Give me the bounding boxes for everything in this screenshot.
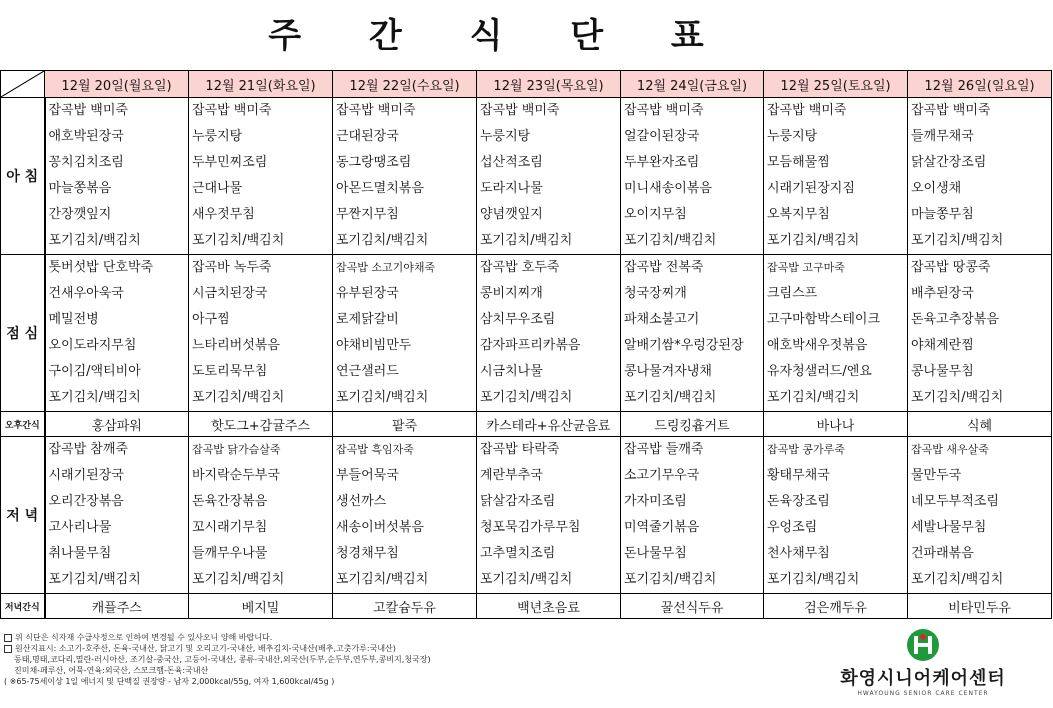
dinner-cell [333, 437, 477, 594]
lunch-cell [45, 255, 189, 412]
menu-item: 아몬드멸치볶음 [336, 181, 424, 196]
menu-item: 배추된장국 [911, 286, 974, 301]
afternoon-snack-cell: 식혜 [908, 412, 1052, 437]
lunch-cell [764, 255, 908, 412]
menu-item: 근대나물 [192, 181, 243, 196]
square-bullet-icon [4, 634, 12, 642]
lunch-cell [621, 255, 764, 412]
day-header: 12월 25일(토요일) [764, 71, 908, 98]
menu-item: 부들어묵국 [336, 468, 399, 483]
menu-item: 오리간장볶음 [48, 494, 124, 509]
menu-item: 로제닭갈비 [336, 312, 399, 327]
menu-item: 얼갈이된장국 [624, 129, 700, 144]
menu-item: 마늘쫑무침 [911, 207, 974, 222]
menu-item: 소고기무우국 [624, 468, 700, 483]
center-logo [808, 628, 1038, 698]
breakfast-cell [621, 98, 764, 255]
menu-item: 미역줄기볶음 [624, 520, 700, 535]
menu-item: 톳버섯밥 단호박죽 [48, 260, 154, 275]
menu-item: 알배기쌈*우렁강된장 [624, 338, 744, 353]
dinner-cell [764, 437, 908, 594]
menu-item: 포기김치/백김치 [336, 233, 429, 248]
menu-item: 오이도라지무침 [48, 338, 137, 353]
day-header: 12월 21일(화요일) [189, 71, 333, 98]
menu-item: 닭살간장조림 [911, 155, 987, 170]
menu-item: 고사리나물 [48, 520, 112, 535]
center-subtitle: HWAYOUNG SENIOR CARE CENTER [857, 690, 989, 697]
menu-item: 무짠지무침 [336, 207, 399, 222]
menu-item: 오복지무침 [767, 207, 830, 222]
lunch-cell [908, 255, 1052, 412]
menu-item: 잡곡밥 땅콩죽 [911, 260, 991, 275]
menu-item: 포기김치/백김치 [911, 390, 1004, 405]
menu-item: 포기김치/백김치 [480, 572, 573, 587]
menu-item: 돈육고추장볶음 [911, 312, 999, 327]
page-title: 주 간 식 단 표 [268, 16, 732, 56]
note-line: 원산지표시: 소고기-호주산, 돈육-국내산, 닭고기 및 오리고기-국내산, 배추김치-국내산(배추,고춧가루:국내산) [4, 643, 644, 654]
breakfast-cell [477, 98, 621, 255]
evening-snack-row [1, 594, 1052, 619]
menu-item: 야채비빔만두 [336, 338, 412, 353]
menu-item: 포기김치/백김치 [48, 572, 141, 587]
menu-item: 건파래볶음 [911, 546, 974, 561]
menu-item: 돈육간장볶음 [192, 494, 268, 509]
menu-item: 잡곡밥 백미죽 [911, 103, 991, 118]
menu-item: 유부된장국 [336, 286, 399, 301]
menu-item: 생선까스 [336, 494, 387, 509]
menu-item: 오이지무침 [624, 207, 687, 222]
note-line: 진미채-페루산, 어묵-연육:외국산, 스모크햄-돈육:국내산 [14, 666, 209, 675]
menu-item: 잡곡밥 백미죽 [767, 103, 847, 118]
evening-snack-cell: 검은깨두유 [764, 594, 908, 619]
menu-item: 잡곡밥 새우살죽 [911, 443, 989, 456]
menu-item: 잡곡밥 백미죽 [336, 103, 416, 118]
menu-item: 포기김치/백김치 [48, 390, 141, 405]
menu-item: 물만두국 [911, 468, 962, 483]
menu-item: 돈육장조림 [767, 494, 830, 509]
menu-item: 우엉조림 [767, 520, 818, 535]
menu-item: 포기김치/백김치 [911, 572, 1004, 587]
menu-item: 포기김치/백김치 [48, 233, 141, 248]
square-bullet-icon [4, 645, 12, 653]
menu-item: 잡곡바 녹두죽 [192, 260, 272, 275]
menu-item: 연근샐러드 [336, 364, 399, 379]
note-line: ( ※65-75세이상 1일 에너지 및 단백질 권장량 - 남자 2,000kcal/55g, 여자 1,600kcal/45g ) [4, 677, 335, 686]
menu-item: 잡곡밥 백미죽 [480, 103, 560, 118]
menu-item: 고추멸치조림 [480, 546, 556, 561]
menu-item: 미니새송이볶음 [624, 181, 712, 196]
afternoon-snack-cell: 팥죽 [333, 412, 477, 437]
menu-item: 느타리버섯볶음 [192, 338, 280, 353]
menu-item: 꽁치김치조림 [48, 155, 124, 170]
menu-item: 시금치된장국 [192, 286, 268, 301]
menu-item: 콩나물겨자냉채 [624, 364, 712, 379]
menu-item: 포기김치/백김치 [336, 572, 429, 587]
afternoon-snack-cell: 드링킹흄거트 [621, 412, 764, 437]
breakfast-cell [189, 98, 333, 255]
breakfast-cell [333, 98, 477, 255]
menu-item: 동그랑땡조림 [336, 155, 412, 170]
menu-item: 천사채무침 [767, 546, 830, 561]
breakfast-cell [764, 98, 908, 255]
day-header: 12월 22일(수요일) [333, 71, 477, 98]
note-line: 동태,명태,코다리,멸란-러시아산, 조기살-중국산, 고등어-국내산, 콩류-국내산,외국산(두부,순두부,연두부,콩비지,청국장) [14, 655, 431, 664]
menu-item: 포기김치/백김치 [624, 233, 717, 248]
menu-item: 잡곡밥 콩가루죽 [767, 443, 845, 456]
menu-item: 누룽지탕 [767, 129, 818, 144]
weekly-menu-table [0, 70, 1052, 619]
dinner-cell [621, 437, 764, 594]
menu-item: 시래기된장국 [48, 468, 124, 483]
menu-item: 간장깻잎지 [48, 207, 112, 222]
day-header: 12월 23일(목요일) [477, 71, 621, 98]
afternoon-snack-row [1, 412, 1052, 437]
menu-item: 잡곡밥 참깨죽 [48, 442, 128, 457]
menu-item: 새송이버섯볶음 [336, 520, 424, 535]
afternoon-snack-cell: 카스테라+유산균음료 [477, 412, 621, 437]
menu-item: 누룽지탕 [192, 129, 243, 144]
menu-item: 구이김/액티비아 [48, 364, 141, 379]
menu-item: 잡곡밥 호두죽 [480, 260, 560, 275]
menu-item: 들깨무우나물 [192, 546, 268, 561]
menu-item: 잡곡밥 닭가슴살죽 [192, 443, 281, 456]
menu-item: 애호박된장국 [48, 129, 124, 144]
menu-item: 황태무채국 [767, 468, 830, 483]
menu-item: 건새우아욱국 [48, 286, 124, 301]
menu-item: 포기김치/백김치 [624, 572, 717, 587]
afternoon-snack-cell: 홍삼파워 [45, 412, 189, 437]
dinner-label: 저 녁 [1, 437, 45, 594]
menu-item: 세발나물무침 [911, 520, 987, 535]
menu-item: 가자미조림 [624, 494, 687, 509]
menu-item: 포기김치/백김치 [336, 390, 429, 405]
menu-item: 누룽지탕 [480, 129, 531, 144]
menu-item: 섭산적조림 [480, 155, 543, 170]
menu-item: 포기김치/백김치 [767, 390, 860, 405]
evening-snack-cell: 꿀선식두유 [621, 594, 764, 619]
menu-item: 새우젓무침 [192, 207, 255, 222]
menu-item: 잡곡밥 흑임자죽 [336, 443, 414, 456]
menu-item: 모듬해물찜 [767, 155, 830, 170]
menu-item: 근대된장국 [336, 129, 399, 144]
menu-item: 포기김치/백김치 [624, 390, 717, 405]
evening-snack-cell: 캐플주스 [45, 594, 189, 619]
dinner-cell [477, 437, 621, 594]
menu-item: 유자청샐러드/엔요 [767, 364, 872, 379]
menu-item: 포기김치/백김치 [192, 390, 285, 405]
breakfast-row [1, 98, 1052, 255]
hwayoung-logo-icon [906, 628, 940, 662]
lunch-cell [189, 255, 333, 412]
center-name: 화영시니어케어센터 [840, 668, 1006, 689]
menu-item: 잡곡밥 들깨죽 [624, 442, 704, 457]
menu-item: 두부완자조림 [624, 155, 700, 170]
menu-item: 닭살감자조림 [480, 494, 556, 509]
menu-item: 시래기된장지짐 [767, 181, 855, 196]
dinner-cell [45, 437, 189, 594]
menu-item: 잡곡밥 소고기야채죽 [336, 261, 436, 274]
menu-item: 꼬시래기무침 [192, 520, 268, 535]
menu-item: 청포묵김가루무침 [480, 520, 581, 535]
menu-item: 포기김치/백김치 [767, 572, 860, 587]
menu-item: 도토리묵무침 [192, 364, 268, 379]
dinner-cell [908, 437, 1052, 594]
menu-item: 포기김치/백김치 [911, 233, 1004, 248]
evening-snack-cell: 베지밀 [189, 594, 333, 619]
menu-item: 계란부추국 [480, 468, 543, 483]
menu-item: 크림스프 [767, 286, 818, 301]
corner-cell [1, 71, 45, 98]
menu-item: 바지락순두부국 [192, 468, 280, 483]
note-line: 위 식단은 식자재 수급사정으로 인하여 변경될 수 있사오니 양해 바랍니다. [4, 632, 644, 643]
day-header-row [1, 71, 1052, 98]
menu-item: 감자파프리카볶음 [480, 338, 581, 353]
afternoon-snack-cell: 핫도그+감귤주스 [189, 412, 333, 437]
menu-item: 파채소불고기 [624, 312, 700, 327]
notes-section [4, 632, 644, 687]
menu-item: 포기김치/백김치 [480, 233, 573, 248]
menu-item: 삼치무우조림 [480, 312, 556, 327]
menu-item: 잡곡밥 전복죽 [624, 260, 704, 275]
lunch-cell [333, 255, 477, 412]
afternoon-snack-cell: 바나나 [764, 412, 908, 437]
evening-snack-cell: 백년초음료 [477, 594, 621, 619]
menu-item: 잡곡밥 백미죽 [48, 103, 128, 118]
menu-item: 콩비지찌개 [480, 286, 543, 301]
day-header: 12월 26일(일요일) [908, 71, 1052, 98]
evening-snack-cell: 비타민두유 [908, 594, 1052, 619]
menu-item: 포기김치/백김치 [767, 233, 860, 248]
menu-item: 포기김치/백김치 [192, 572, 285, 587]
menu-item: 도라지나물 [480, 181, 543, 196]
lunch-row [1, 255, 1052, 412]
menu-item: 돈나물무침 [624, 546, 687, 561]
menu-item: 청경채무침 [336, 546, 399, 561]
day-header: 12월 24일(금요일) [621, 71, 764, 98]
breakfast-cell [908, 98, 1052, 255]
menu-item: 양념깻잎지 [480, 207, 543, 222]
evening-snack-cell: 고칼슘두유 [333, 594, 477, 619]
menu-item: 잡곡밥 고구마죽 [767, 261, 845, 274]
menu-item: 콩나물무침 [911, 364, 974, 379]
menu-item: 애호박새우젓볶음 [767, 338, 868, 353]
menu-item: 아구찜 [192, 312, 230, 327]
dinner-row [1, 437, 1052, 594]
menu-item: 포기김치/백김치 [480, 390, 573, 405]
afternoon-snack-label: 오후간식 [1, 412, 45, 437]
evening-snack-label: 저녁간식 [1, 594, 45, 619]
menu-item: 취나물무침 [48, 546, 112, 561]
day-header: 12월 20일(월요일) [45, 71, 189, 98]
menu-item: 포기김치/백김치 [192, 233, 285, 248]
menu-item: 들깨무채국 [911, 129, 974, 144]
menu-item: 두부민찌조림 [192, 155, 268, 170]
menu-item: 시금치나물 [480, 364, 543, 379]
menu-item: 메밀전병 [48, 312, 99, 327]
breakfast-label: 아 침 [1, 98, 45, 255]
menu-item: 잡곡밥 백미죽 [192, 103, 272, 118]
menu-item: 오이생채 [911, 181, 962, 196]
menu-item: 야채계란찜 [911, 338, 974, 353]
dinner-cell [189, 437, 333, 594]
menu-item: 청국장찌개 [624, 286, 687, 301]
lunch-cell [477, 255, 621, 412]
menu-item: 고구마함박스테이크 [767, 312, 881, 327]
menu-item: 마늘쫑볶음 [48, 181, 112, 196]
breakfast-cell [45, 98, 189, 255]
menu-item: 잡곡밥 백미죽 [624, 103, 704, 118]
lunch-label: 점 심 [1, 255, 45, 412]
menu-item: 네모두부적조림 [911, 494, 999, 509]
menu-item: 잡곡밥 타락죽 [480, 442, 560, 457]
